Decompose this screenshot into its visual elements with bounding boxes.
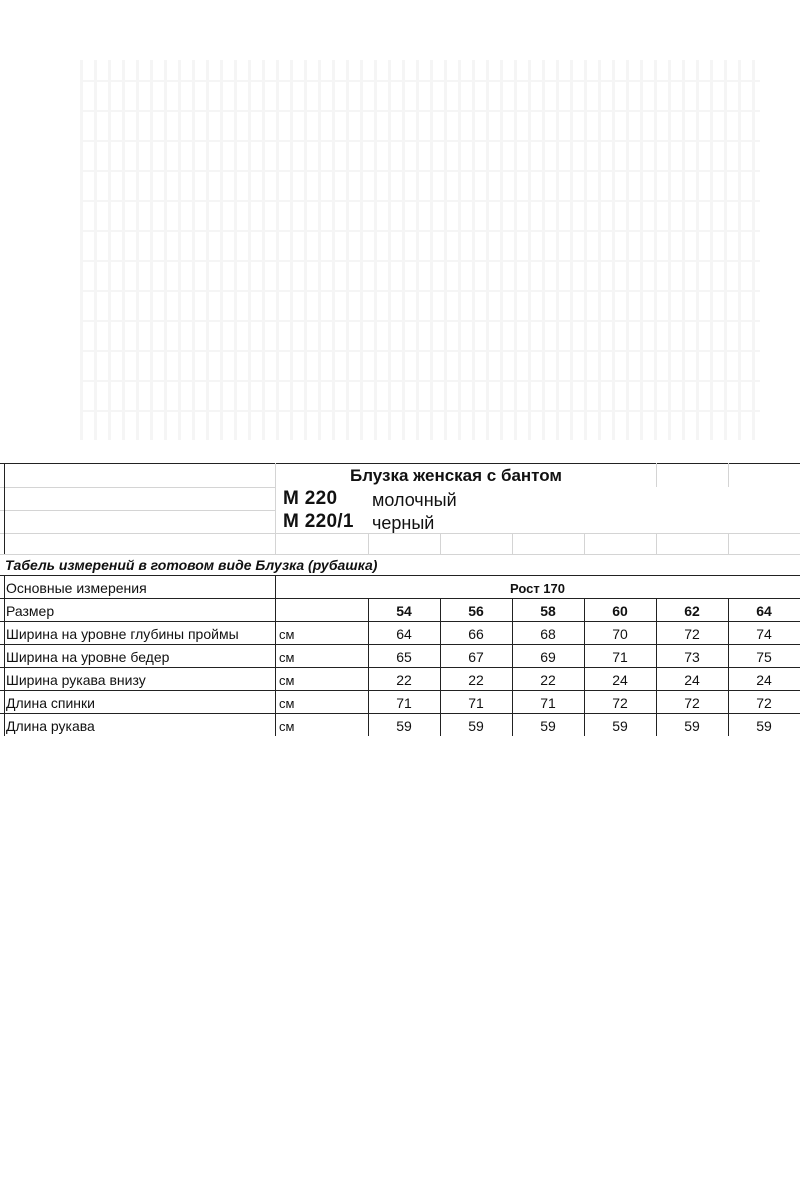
grid-line [0, 554, 800, 555]
model-color-1: молочный [372, 490, 457, 510]
table-cell: 22 [396, 672, 412, 688]
grid-line [0, 644, 800, 645]
grid-line [728, 533, 729, 554]
grid-line [0, 533, 800, 534]
grid-line [440, 533, 441, 554]
grid-line [728, 463, 729, 487]
table-cell: 66 [468, 626, 484, 642]
grid-line [4, 463, 5, 554]
grid-line [656, 533, 657, 554]
grid-line [512, 598, 513, 736]
table-cell: 64 [396, 626, 412, 642]
table-cell: 74 [756, 626, 772, 642]
table-cell: 59 [684, 718, 700, 734]
size-62: 62 [684, 603, 700, 619]
grid-line [728, 598, 729, 736]
grid-line [656, 463, 657, 487]
grid-line [0, 598, 800, 599]
table-cell: 69 [540, 649, 556, 665]
table-cell: 24 [612, 672, 628, 688]
row-unit: см [279, 673, 295, 688]
table-cell: 24 [684, 672, 700, 688]
background-ghost-table [80, 60, 760, 440]
grid-line [368, 533, 369, 554]
grid-line [275, 463, 276, 554]
grid-line [4, 575, 5, 736]
grid-line [584, 598, 585, 736]
grid-line [0, 487, 275, 488]
table-cell: 72 [612, 695, 628, 711]
model-code-2: М 220/1 [283, 511, 354, 532]
size-56: 56 [468, 603, 484, 619]
grid-line [0, 690, 800, 691]
row-label-sleeve-bottom-width: Ширина рукава внизу [6, 672, 146, 688]
grid-line [275, 575, 276, 736]
table-caption: Табель измерений в готовом виде Блузка (рубашка) [5, 557, 378, 573]
size-54: 54 [396, 603, 412, 619]
grid-line [0, 713, 800, 714]
grid-line [0, 667, 800, 668]
table-cell: 22 [540, 672, 556, 688]
table-cell: 70 [612, 626, 628, 642]
row-label-back-length: Длина спинки [6, 695, 95, 711]
document-title: Блузка женская с бантом [350, 466, 563, 485]
row-unit: см [279, 627, 295, 642]
table-cell: 59 [612, 718, 628, 734]
row-label-armhole-width: Ширина на уровне глубины проймы [6, 626, 239, 642]
table-cell: 75 [756, 649, 772, 665]
table-cell: 71 [540, 695, 556, 711]
table-cell: 22 [468, 672, 484, 688]
grid-line [368, 598, 369, 736]
grid-line [0, 621, 800, 622]
table-cell: 65 [396, 649, 412, 665]
size-label: Размер [6, 603, 55, 619]
size-60: 60 [612, 603, 628, 619]
column-header-label: Основные измерения [6, 580, 147, 596]
grid-line [512, 533, 513, 554]
grid-line [440, 598, 441, 736]
row-label-hip-width: Ширина на уровне бедер [6, 649, 170, 665]
size-chart-sheet [0, 463, 800, 736]
model-color-2: черный [372, 513, 435, 533]
table-cell: 59 [396, 718, 412, 734]
row-unit: см [279, 696, 295, 711]
model-code-1: М 220 [283, 488, 338, 509]
table-cell: 71 [612, 649, 628, 665]
grid-line [656, 598, 657, 736]
table-cell: 72 [684, 626, 700, 642]
table-cell: 73 [684, 649, 700, 665]
size-64: 64 [756, 603, 772, 619]
table-cell: 59 [756, 718, 772, 734]
table-cell: 71 [468, 695, 484, 711]
row-unit: см [279, 719, 295, 734]
row-label-sleeve-length: Длина рукава [6, 718, 95, 734]
grid-line [0, 575, 800, 576]
grid-line [0, 510, 275, 511]
row-unit: см [279, 650, 295, 665]
table-cell: 71 [396, 695, 412, 711]
grid-line [0, 463, 800, 464]
table-cell: 68 [540, 626, 556, 642]
table-cell: 24 [756, 672, 772, 688]
grid-line [584, 533, 585, 554]
table-cell: 72 [684, 695, 700, 711]
size-58: 58 [540, 603, 556, 619]
table-cell: 59 [540, 718, 556, 734]
table-cell: 59 [468, 718, 484, 734]
table-cell: 67 [468, 649, 484, 665]
height-label: Рост 170 [509, 581, 565, 596]
table-cell: 72 [756, 695, 772, 711]
